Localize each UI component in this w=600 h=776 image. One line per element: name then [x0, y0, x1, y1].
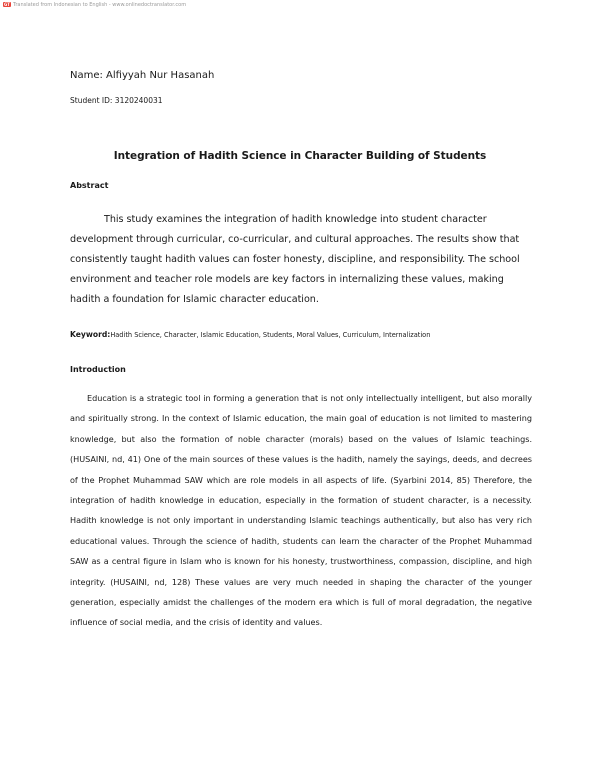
author-name: Name: Alfiyyah Nur Hasanah [70, 70, 215, 81]
watermark-text: Translated from Indonesian to English - www.onlinedoctranslator.com [13, 1, 187, 8]
introduction-paragraph: Education is a strategic tool in forming a generation that is not only intellectually intelligent, but also morally and spiritually strong. In the context of Islamic education, the main goal of education is not limited to mastering knowledge, but also the formation of noble character (morals) based on the values of Islamic teachings. (HUSAINI, nd, 41) One of the main sources of these values is the hadith, namely the sayings, deeds, and decrees of the Prophet Muhammad SAW which are role models in all aspects of life. (Syarbini 2014, 85) Therefore, the integration of hadith knowledge in education, especially in the formation of student character, is a necessity. Hadith knowledge is not only important in understanding Islamic teachings authentically, but also has very rich educational values. Through the science of hadith, students can learn the character of the Prophet Muhammad SAW as a central figure in Islam who is known for his honesty, trustworthiness, compassion, discipline, and high integrity. (HUSAINI, nd, 128) These values are very much needed in shaping the character of the younger generation, especially amidst the challenges of the modern era which is full of moral degradation, the negative influence of social media, and the crisis of identity and values. [70, 393, 532, 628]
paper-title: Integration of Hadith Science in Character Building of Students [113, 150, 487, 162]
introduction-heading: Introduction [70, 365, 126, 374]
translator-logo-icon: GT [4, 2, 10, 7]
abstract-heading: Abstract [70, 181, 109, 190]
keywords-label: Keyword: [70, 330, 111, 339]
keywords-text: Hadith Science, Character, Islamic Education, Students, Moral Values, Curriculum, Internalization [110, 331, 431, 339]
translation-watermark [3, 0, 186, 9]
student-id: Student ID: 3120240031 [70, 96, 163, 105]
keywords-line [70, 330, 540, 339]
abstract-paragraph: This study examines the integration of hadith knowledge into student character development through curricular, co-curricular, and cultural approaches. The results show that consistently taught hadith values can foster honesty, discipline, and responsibility. The school environment and teacher role models are key factors in internalizing these values, making hadith a foundation for Islamic character education. [70, 214, 520, 305]
